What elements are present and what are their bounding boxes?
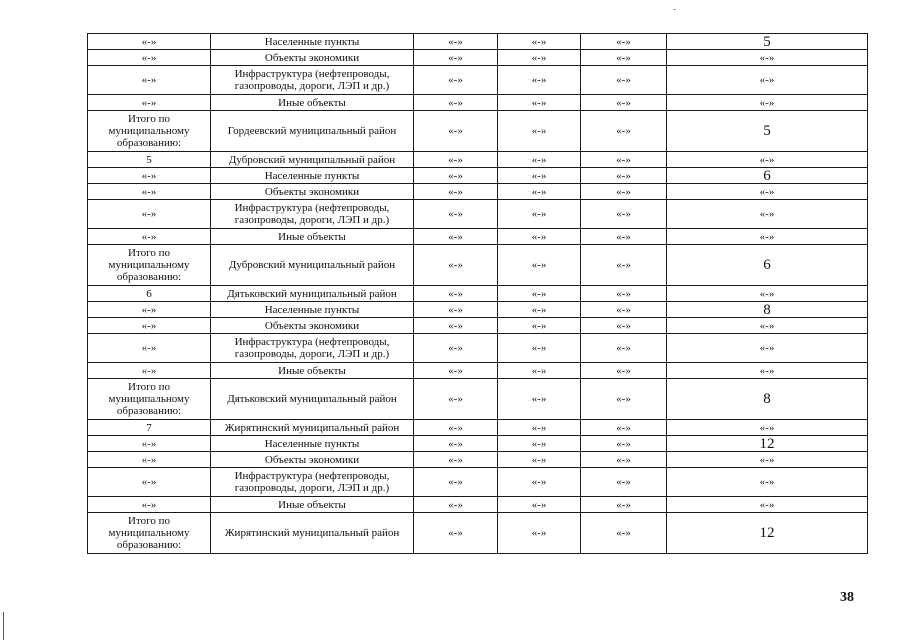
value-cell-c: «-» xyxy=(581,363,667,379)
table-row xyxy=(88,245,868,286)
table-row xyxy=(88,379,868,420)
value-cell-b: «-» xyxy=(498,184,581,200)
value-cell-b: «-» xyxy=(498,334,581,363)
result-cell: 8 xyxy=(667,302,868,318)
row-number-cell: «-» xyxy=(88,95,211,111)
table-row xyxy=(88,95,868,111)
object-name-cell: Населенные пункты xyxy=(211,436,414,452)
result-cell: «-» xyxy=(667,420,868,436)
result-cell: «-» xyxy=(667,286,868,302)
value-cell-c: «-» xyxy=(581,245,667,286)
object-name-cell: Дятьковский муниципальный район xyxy=(211,286,414,302)
table-row xyxy=(88,302,868,318)
object-name-cell: Населенные пункты xyxy=(211,302,414,318)
value-cell-a: «-» xyxy=(414,420,498,436)
table-row xyxy=(88,34,868,50)
value-cell-b: «-» xyxy=(498,200,581,229)
page-number: 38 xyxy=(840,590,854,605)
table-row xyxy=(88,66,868,95)
result-cell: 6 xyxy=(667,245,868,286)
object-name-cell: Объекты экономики xyxy=(211,452,414,468)
object-name-cell: Жирятинский муниципальный район xyxy=(211,513,414,554)
result-cell: 5 xyxy=(667,111,868,152)
value-cell-a: «-» xyxy=(414,245,498,286)
row-number-cell: «-» xyxy=(88,436,211,452)
row-number-cell: 7 xyxy=(88,420,211,436)
object-name-cell: Инфраструктура (нефтепроводы, газопроводы, дороги, ЛЭП и др.) xyxy=(211,468,414,497)
value-cell-b: «-» xyxy=(498,436,581,452)
table-row xyxy=(88,497,868,513)
value-cell-a: «-» xyxy=(414,318,498,334)
object-name-cell: Иные объекты xyxy=(211,497,414,513)
table-row xyxy=(88,229,868,245)
object-name-cell: Инфраструктура (нефтепроводы, газопроводы, дороги, ЛЭП и др.) xyxy=(211,334,414,363)
result-cell: «-» xyxy=(667,229,868,245)
value-cell-a: «-» xyxy=(414,66,498,95)
value-cell-c: «-» xyxy=(581,152,667,168)
value-cell-b: «-» xyxy=(498,379,581,420)
value-cell-c: «-» xyxy=(581,318,667,334)
table-row xyxy=(88,286,868,302)
value-cell-a: «-» xyxy=(414,152,498,168)
result-cell: «-» xyxy=(667,50,868,66)
value-cell-a: «-» xyxy=(414,286,498,302)
value-cell-a: «-» xyxy=(414,34,498,50)
value-cell-b: «-» xyxy=(498,363,581,379)
value-cell-c: «-» xyxy=(581,420,667,436)
value-cell-b: «-» xyxy=(498,66,581,95)
row-number-cell: «-» xyxy=(88,452,211,468)
object-name-cell: Населенные пункты xyxy=(211,168,414,184)
row-number-cell: Итого по муниципальному образованию: xyxy=(88,245,211,286)
result-cell: «-» xyxy=(667,152,868,168)
result-cell: 5 xyxy=(667,34,868,50)
result-cell: 8 xyxy=(667,379,868,420)
value-cell-a: «-» xyxy=(414,334,498,363)
object-name-cell: Инфраструктура (нефтепроводы, газопроводы, дороги, ЛЭП и др.) xyxy=(211,66,414,95)
value-cell-b: «-» xyxy=(498,245,581,286)
row-number-cell: Итого по муниципальному образованию: xyxy=(88,379,211,420)
value-cell-a: «-» xyxy=(414,497,498,513)
object-name-cell: Объекты экономики xyxy=(211,318,414,334)
row-number-cell: «-» xyxy=(88,200,211,229)
table-row xyxy=(88,513,868,554)
table-row xyxy=(88,318,868,334)
value-cell-c: «-» xyxy=(581,436,667,452)
object-name-cell: Инфраструктура (нефтепроводы, газопроводы, дороги, ЛЭП и др.) xyxy=(211,200,414,229)
value-cell-a: «-» xyxy=(414,95,498,111)
report-table xyxy=(87,33,868,554)
row-number-cell: Итого по муниципальному образованию: xyxy=(88,513,211,554)
result-cell: 12 xyxy=(667,513,868,554)
value-cell-a: «-» xyxy=(414,363,498,379)
result-cell: «-» xyxy=(667,200,868,229)
table-row xyxy=(88,468,868,497)
table-row xyxy=(88,200,868,229)
value-cell-a: «-» xyxy=(414,229,498,245)
value-cell-a: «-» xyxy=(414,452,498,468)
value-cell-b: «-» xyxy=(498,318,581,334)
value-cell-b: «-» xyxy=(498,468,581,497)
result-cell: «-» xyxy=(667,468,868,497)
object-name-cell: Объекты экономики xyxy=(211,184,414,200)
value-cell-b: «-» xyxy=(498,286,581,302)
table-row xyxy=(88,452,868,468)
object-name-cell: Дубровский муниципальный район xyxy=(211,152,414,168)
result-cell: «-» xyxy=(667,452,868,468)
value-cell-a: «-» xyxy=(414,168,498,184)
value-cell-c: «-» xyxy=(581,468,667,497)
row-number-cell: «-» xyxy=(88,334,211,363)
result-cell: «-» xyxy=(667,497,868,513)
value-cell-c: «-» xyxy=(581,184,667,200)
value-cell-b: «-» xyxy=(498,452,581,468)
row-number-cell: «-» xyxy=(88,497,211,513)
result-cell: «-» xyxy=(667,66,868,95)
row-number-cell: Итого по муниципальному образованию: xyxy=(88,111,211,152)
value-cell-b: «-» xyxy=(498,420,581,436)
value-cell-a: «-» xyxy=(414,200,498,229)
row-number-cell: «-» xyxy=(88,302,211,318)
value-cell-a: «-» xyxy=(414,379,498,420)
value-cell-a: «-» xyxy=(414,111,498,152)
row-number-cell: «-» xyxy=(88,34,211,50)
value-cell-b: «-» xyxy=(498,302,581,318)
row-number-cell: «-» xyxy=(88,184,211,200)
object-name-cell: Объекты экономики xyxy=(211,50,414,66)
row-number-cell: 6 xyxy=(88,286,211,302)
row-number-cell: «-» xyxy=(88,363,211,379)
table-row xyxy=(88,436,868,452)
table-row xyxy=(88,111,868,152)
row-number-cell: «-» xyxy=(88,50,211,66)
value-cell-a: «-» xyxy=(414,436,498,452)
result-cell: 6 xyxy=(667,168,868,184)
value-cell-b: «-» xyxy=(498,513,581,554)
value-cell-b: «-» xyxy=(498,34,581,50)
value-cell-c: «-» xyxy=(581,200,667,229)
object-name-cell: Иные объекты xyxy=(211,363,414,379)
table-row xyxy=(88,420,868,436)
object-name-cell: Населенные пункты xyxy=(211,34,414,50)
table-row xyxy=(88,168,868,184)
result-cell: «-» xyxy=(667,363,868,379)
table-row xyxy=(88,184,868,200)
value-cell-a: «-» xyxy=(414,302,498,318)
object-name-cell: Иные объекты xyxy=(211,229,414,245)
value-cell-c: «-» xyxy=(581,379,667,420)
table-row xyxy=(88,152,868,168)
value-cell-c: «-» xyxy=(581,95,667,111)
value-cell-c: «-» xyxy=(581,513,667,554)
value-cell-c: «-» xyxy=(581,452,667,468)
row-number-cell: «-» xyxy=(88,168,211,184)
value-cell-c: «-» xyxy=(581,111,667,152)
table-row xyxy=(88,334,868,363)
value-cell-c: «-» xyxy=(581,286,667,302)
object-name-cell: Дятьковский муниципальный район xyxy=(211,379,414,420)
table-row xyxy=(88,363,868,379)
value-cell-c: «-» xyxy=(581,50,667,66)
value-cell-b: «-» xyxy=(498,95,581,111)
value-cell-b: «-» xyxy=(498,229,581,245)
value-cell-b: «-» xyxy=(498,111,581,152)
object-name-cell: Гордеевский муниципальный район xyxy=(211,111,414,152)
value-cell-a: «-» xyxy=(414,50,498,66)
table-row xyxy=(88,50,868,66)
value-cell-c: «-» xyxy=(581,229,667,245)
result-cell: «-» xyxy=(667,318,868,334)
result-cell: 12 xyxy=(667,436,868,452)
scan-artifact xyxy=(673,9,676,10)
object-name-cell: Иные объекты xyxy=(211,95,414,111)
value-cell-c: «-» xyxy=(581,66,667,95)
value-cell-b: «-» xyxy=(498,497,581,513)
value-cell-c: «-» xyxy=(581,168,667,184)
row-number-cell: «-» xyxy=(88,229,211,245)
value-cell-a: «-» xyxy=(414,184,498,200)
row-number-cell: «-» xyxy=(88,468,211,497)
row-number-cell: «-» xyxy=(88,318,211,334)
value-cell-c: «-» xyxy=(581,302,667,318)
result-cell: «-» xyxy=(667,334,868,363)
value-cell-c: «-» xyxy=(581,334,667,363)
value-cell-b: «-» xyxy=(498,152,581,168)
row-number-cell: «-» xyxy=(88,66,211,95)
object-name-cell: Жирятинский муниципальный район xyxy=(211,420,414,436)
value-cell-c: «-» xyxy=(581,34,667,50)
table-body xyxy=(88,34,868,554)
object-name-cell: Дубровский муниципальный район xyxy=(211,245,414,286)
value-cell-b: «-» xyxy=(498,50,581,66)
result-cell: «-» xyxy=(667,95,868,111)
value-cell-c: «-» xyxy=(581,497,667,513)
value-cell-a: «-» xyxy=(414,468,498,497)
value-cell-a: «-» xyxy=(414,513,498,554)
row-number-cell: 5 xyxy=(88,152,211,168)
value-cell-b: «-» xyxy=(498,168,581,184)
result-cell: «-» xyxy=(667,184,868,200)
scan-edge-mark xyxy=(3,612,4,640)
